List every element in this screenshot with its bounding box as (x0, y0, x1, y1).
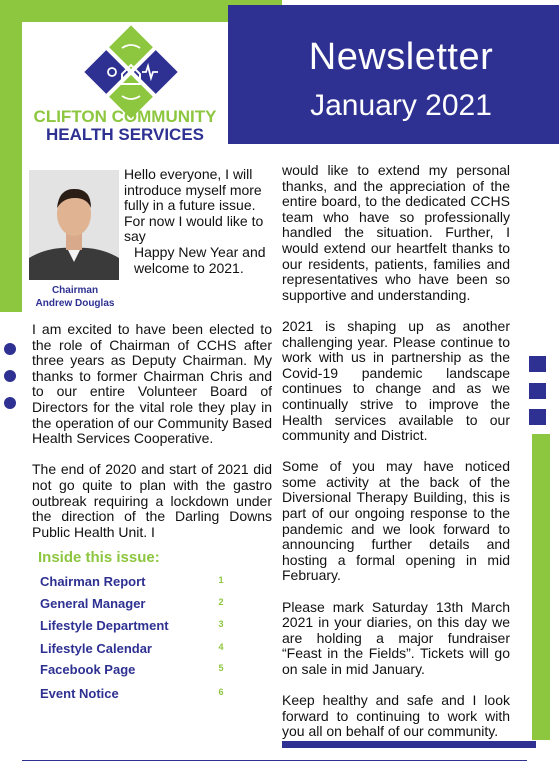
body-paragraph: Keep healthy and safe and I look forward to continuing to work with you all on behalf of our community. (282, 692, 510, 740)
intro-greeting: Happy New Year and welcome to 2021. (134, 243, 266, 276)
toc-page-number: 5 (218, 663, 224, 673)
deco-square (529, 409, 546, 425)
toc-page-number: 4 (218, 642, 224, 652)
toc-item-general-manager[interactable]: General Manager (40, 596, 146, 611)
org-name-line2: HEALTH SERVICES (45, 125, 205, 144)
toc-item-event-notice[interactable]: Event Notice (40, 686, 119, 701)
toc-page-number: 1 (218, 575, 224, 585)
logo-icon (82, 24, 180, 120)
right-column (282, 163, 510, 756)
toc-item-facebook-page[interactable]: Facebook Page (40, 662, 136, 677)
newsletter-date: January 2021 (310, 89, 492, 122)
toc-title: Inside this issue: (38, 549, 160, 566)
deco-square (529, 356, 546, 372)
left-column (32, 322, 272, 556)
body-paragraph: The end of 2020 and start of 2021 did not go quite to plan with the gastro outbreak requiring a lockdown under the direction of the Darling Downs Public Health Unit. I (32, 461, 272, 540)
body-paragraph: Please mark Saturday 13th March 2021 in your diaries, on this day we are holding a major fundraiser “Feast in the Fields”. Tickets will go on sale in mid January. (282, 598, 510, 677)
green-left-bar (0, 0, 22, 312)
chairman-photo (29, 170, 119, 280)
bullet-dot (4, 397, 16, 409)
body-paragraph: 2021 is shaping up as another challenging year. Please continue to work with us in partnership as the Covid-19 pandemic landscape continues to change and as we continually strive to improve the Health services available to our community and District. (282, 317, 510, 444)
deco-square (529, 383, 546, 399)
toc-page-number: 6 (218, 687, 224, 697)
photo-caption-role: Chairman (51, 285, 99, 296)
toc-page-number: 2 (218, 597, 224, 607)
body-paragraph: would like to extend my personal thanks, and the appreciation of the entire board, to the dedicated CCHS team who have so professionally handled the situation. Further, I would extend our heartfelt thanks to our residents, patients, families and representatives who have been so supportive and understanding. (282, 162, 510, 303)
bottom-rule (22, 760, 527, 761)
photo-caption-name: Andrew Douglas (35, 298, 115, 309)
org-name-line1: CLIFTON COMMUNITY (33, 107, 217, 126)
intro-text (124, 167, 272, 276)
toc-item-chairman-report[interactable]: Chairman Report (40, 574, 146, 589)
newsletter-title: Newsletter (308, 36, 494, 78)
toc-page-number: 3 (218, 619, 224, 629)
portrait-icon (29, 170, 119, 280)
toc-item-lifestyle-department[interactable]: Lifestyle Department (40, 618, 169, 633)
bullet-dot (4, 370, 16, 382)
bullet-dot (4, 343, 16, 355)
body-paragraph: Some of you may have noticed some activity at the back of the Diversional Therapy Building, this is part of our ongoing response to the pandemic and we look forward to announcing further details and hosting a formal opening in mid February. (282, 458, 510, 584)
body-paragraph: I am excited to have been elected to the role of Chairman of CCHS after three years as Deputy Chairman. My thanks to former Chairman Chris and to our entire Volunteer Board of Directors for the vital role they play in the operation of our Community Based Health Services Cooperative. (32, 321, 272, 447)
toc-item-lifestyle-calendar[interactable]: Lifestyle Calendar (40, 641, 152, 656)
green-right-bar (532, 434, 550, 740)
intro-paragraph: Hello everyone, I will introduce myself more fully in a future issue. For now I would like to say (124, 166, 264, 245)
